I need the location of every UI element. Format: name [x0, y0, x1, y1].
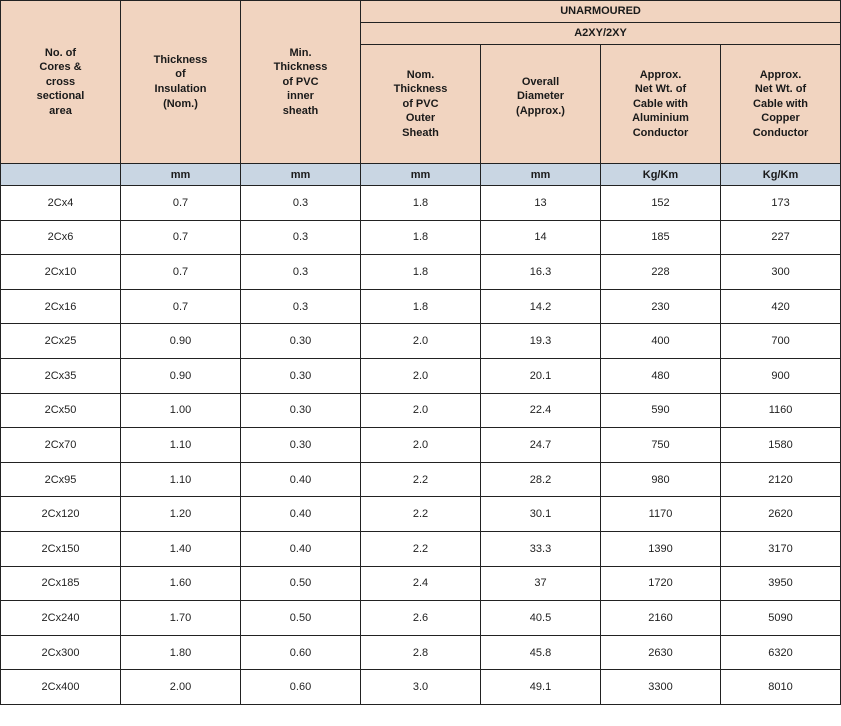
- table-cell: 900: [721, 358, 841, 393]
- table-cell: 0.3: [241, 289, 361, 324]
- table-cell: 1.8: [361, 255, 481, 290]
- table-row: [1, 462, 841, 497]
- table-cell: 2.0: [361, 324, 481, 359]
- table-cell: 750: [601, 428, 721, 463]
- table-row: [1, 428, 841, 463]
- table-cell: 3170: [721, 531, 841, 566]
- table-cell: 0.30: [241, 324, 361, 359]
- table-cell: 24.7: [481, 428, 601, 463]
- unit-cell: mm: [121, 164, 241, 186]
- table-cell: 30.1: [481, 497, 601, 532]
- unit-cell: [1, 164, 121, 186]
- table-cell: 2Cx25: [1, 324, 121, 359]
- table-cell: 0.50: [241, 601, 361, 636]
- table-cell: 2Cx50: [1, 393, 121, 428]
- table-cell: 2.0: [361, 358, 481, 393]
- table-cell: 1.70: [121, 601, 241, 636]
- table-cell: 14: [481, 220, 601, 255]
- table-cell: 2Cx70: [1, 428, 121, 463]
- table-cell: 5090: [721, 601, 841, 636]
- unit-cell: Kg/Km: [601, 164, 721, 186]
- table-cell: 0.40: [241, 497, 361, 532]
- table-cell: 590: [601, 393, 721, 428]
- table-cell: 37: [481, 566, 601, 601]
- table-cell: 2.8: [361, 635, 481, 670]
- table-cell: 1.8: [361, 289, 481, 324]
- table-row: [1, 220, 841, 255]
- table-cell: 2Cx10: [1, 255, 121, 290]
- table-cell: 1.00: [121, 393, 241, 428]
- unit-cell: mm: [481, 164, 601, 186]
- table-cell: 228: [601, 255, 721, 290]
- table-cell: 1160: [721, 393, 841, 428]
- table-cell: 1.20: [121, 497, 241, 532]
- table-cell: 2160: [601, 601, 721, 636]
- unit-cell: mm: [241, 164, 361, 186]
- unit-cell: Kg/Km: [721, 164, 841, 186]
- table-cell: 2Cx6: [1, 220, 121, 255]
- table-row: [1, 358, 841, 393]
- table-cell: 6320: [721, 635, 841, 670]
- table-cell: 0.3: [241, 186, 361, 221]
- unit-row: [1, 164, 841, 186]
- table-row: [1, 324, 841, 359]
- table-cell: 0.7: [121, 289, 241, 324]
- table-cell: 1.60: [121, 566, 241, 601]
- table-cell: 400: [601, 324, 721, 359]
- table-cell: 2Cx185: [1, 566, 121, 601]
- col-header-inner-sheath: Min. Thickness of PVC inner sheath: [241, 1, 361, 164]
- table-cell: 2.6: [361, 601, 481, 636]
- col-header-weight-aluminium: Approx. Net Wt. of Cable with Aluminium Conductor: [601, 45, 721, 164]
- table-cell: 2120: [721, 462, 841, 497]
- table-cell: 8010: [721, 670, 841, 705]
- unit-cell: mm: [361, 164, 481, 186]
- table-cell: 0.3: [241, 255, 361, 290]
- table-row: [1, 186, 841, 221]
- table-cell: 1.8: [361, 220, 481, 255]
- table-cell: 1390: [601, 531, 721, 566]
- table-cell: 0.3: [241, 220, 361, 255]
- table-cell: 2.00: [121, 670, 241, 705]
- table-cell: 49.1: [481, 670, 601, 705]
- table-cell: 480: [601, 358, 721, 393]
- table-cell: 16.3: [481, 255, 601, 290]
- table-cell: 0.30: [241, 428, 361, 463]
- table-cell: 2Cx300: [1, 635, 121, 670]
- table-cell: 1.10: [121, 428, 241, 463]
- table-cell: 2Cx120: [1, 497, 121, 532]
- col-header-outer-sheath: Nom. Thickness of PVC Outer Sheath: [361, 45, 481, 164]
- table-cell: 0.7: [121, 220, 241, 255]
- table-cell: 2.4: [361, 566, 481, 601]
- table-cell: 1580: [721, 428, 841, 463]
- group-subheader-type: A2XY/2XY: [361, 23, 841, 45]
- table-cell: 2Cx240: [1, 601, 121, 636]
- table-cell: 2620: [721, 497, 841, 532]
- table-cell: 0.40: [241, 531, 361, 566]
- table-cell: 33.3: [481, 531, 601, 566]
- table-cell: 2Cx95: [1, 462, 121, 497]
- table-cell: 0.90: [121, 358, 241, 393]
- table-row: [1, 497, 841, 532]
- table-row: [1, 635, 841, 670]
- table-cell: 0.90: [121, 324, 241, 359]
- table-cell: 0.60: [241, 670, 361, 705]
- table-cell: 1.10: [121, 462, 241, 497]
- table-cell: 0.30: [241, 393, 361, 428]
- table-cell: 1720: [601, 566, 721, 601]
- table-cell: 0.40: [241, 462, 361, 497]
- table-cell: 185: [601, 220, 721, 255]
- table-cell: 40.5: [481, 601, 601, 636]
- table-row: [1, 531, 841, 566]
- table-cell: 2Cx16: [1, 289, 121, 324]
- table-cell: 2.2: [361, 531, 481, 566]
- table-cell: 3.0: [361, 670, 481, 705]
- table-cell: 2Cx400: [1, 670, 121, 705]
- table-cell: 0.7: [121, 186, 241, 221]
- table-cell: 28.2: [481, 462, 601, 497]
- table-row: [1, 393, 841, 428]
- table-row: [1, 670, 841, 705]
- table-cell: 980: [601, 462, 721, 497]
- table-cell: 2.0: [361, 428, 481, 463]
- table-cell: 230: [601, 289, 721, 324]
- table-cell: 420: [721, 289, 841, 324]
- table-cell: 300: [721, 255, 841, 290]
- table-cell: 0.50: [241, 566, 361, 601]
- col-header-insulation: Thickness of Insulation (Nom.): [121, 1, 241, 164]
- table-cell: 45.8: [481, 635, 601, 670]
- table-cell: 2.2: [361, 497, 481, 532]
- table-cell: 13: [481, 186, 601, 221]
- col-header-diameter: Overall Diameter (Approx.): [481, 45, 601, 164]
- table-cell: 0.7: [121, 255, 241, 290]
- table-cell: 2Cx4: [1, 186, 121, 221]
- table-cell: 2Cx150: [1, 531, 121, 566]
- table-cell: 2630: [601, 635, 721, 670]
- table-cell: 2.2: [361, 462, 481, 497]
- table-cell: 152: [601, 186, 721, 221]
- table-cell: 22.4: [481, 393, 601, 428]
- table-cell: 1.80: [121, 635, 241, 670]
- table-cell: 0.60: [241, 635, 361, 670]
- table-cell: 1.40: [121, 531, 241, 566]
- group-header-unarmoured: UNARMOURED: [361, 1, 841, 23]
- table-cell: 173: [721, 186, 841, 221]
- table-cell: 0.30: [241, 358, 361, 393]
- table-cell: 1.8: [361, 186, 481, 221]
- table-cell: 700: [721, 324, 841, 359]
- table-cell: 3950: [721, 566, 841, 601]
- table-row: [1, 255, 841, 290]
- table-cell: 3300: [601, 670, 721, 705]
- table-cell: 20.1: [481, 358, 601, 393]
- table-cell: 2Cx35: [1, 358, 121, 393]
- table-row: [1, 566, 841, 601]
- col-header-weight-copper: Approx. Net Wt. of Cable with Copper Conductor: [721, 45, 841, 164]
- table-cell: 19.3: [481, 324, 601, 359]
- table-cell: 2.0: [361, 393, 481, 428]
- table-row: [1, 601, 841, 636]
- table-cell: 227: [721, 220, 841, 255]
- col-header-cores: No. of Cores & cross sectional area: [1, 1, 121, 164]
- table-row: [1, 289, 841, 324]
- table-cell: 1170: [601, 497, 721, 532]
- table-cell: 14.2: [481, 289, 601, 324]
